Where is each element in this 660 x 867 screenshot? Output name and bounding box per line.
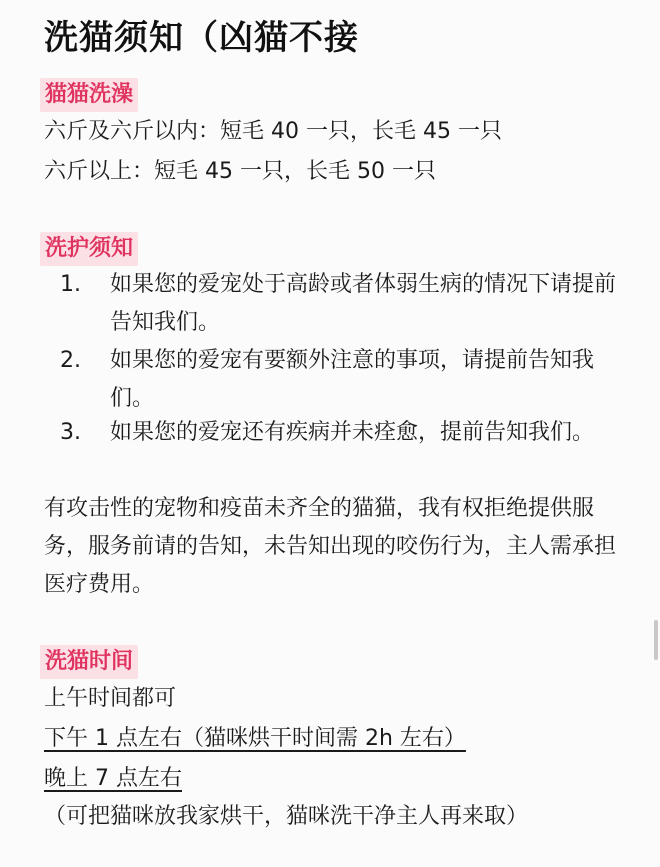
price-line-large: 六斤以上：短毛 45 一只，长毛 50 一只 [44,159,436,184]
list-item-number: 2. [60,348,81,373]
list-item [60,342,620,418]
time-line-afternoon: 下午 1 点左右（猫咪烘干时间需 2h 左右） [44,726,466,751]
list-item-number: 1. [60,272,81,297]
time-line-evening: 晚上 7 点左右 [44,766,182,791]
page-title: 洗猫须知（凶猫不接 [44,18,359,58]
section-heading-care: 洗护须知 [40,232,138,266]
list-item [60,414,620,452]
list-item-text: 如果您的爱宠还有疾病并未痊愈，提前告知我们。 [110,420,595,445]
list-item [60,266,620,342]
time-line-morning: 上午时间都可 [44,686,177,711]
list-item-text: 如果您的爱宠处于高龄或者体弱生病的情况下请提前告知我们。 [110,272,617,335]
refusal-note: 有攻击性的宠物和疫苗未齐全的猫猫，我有权拒绝提供服务，服务前请的告知，未告知出现的咬伤行为，主人需承担医疗费用。 [44,496,617,597]
list-item-number: 3. [60,420,81,445]
section-heading-time: 洗猫时间 [40,645,138,679]
time-line-drying-note: （可把猫咪放我家烘干，猫咪洗干净主人再来取） [44,804,529,829]
list-item-text: 如果您的爱宠有要额外注意的事项，请提前告知我们。 [110,348,595,411]
price-line-small: 六斤及六斤以内：短毛 40 一只，长毛 45 一只 [44,119,502,144]
scrollbar[interactable] [654,620,658,660]
section-heading-bath: 猫猫洗澡 [40,78,138,112]
